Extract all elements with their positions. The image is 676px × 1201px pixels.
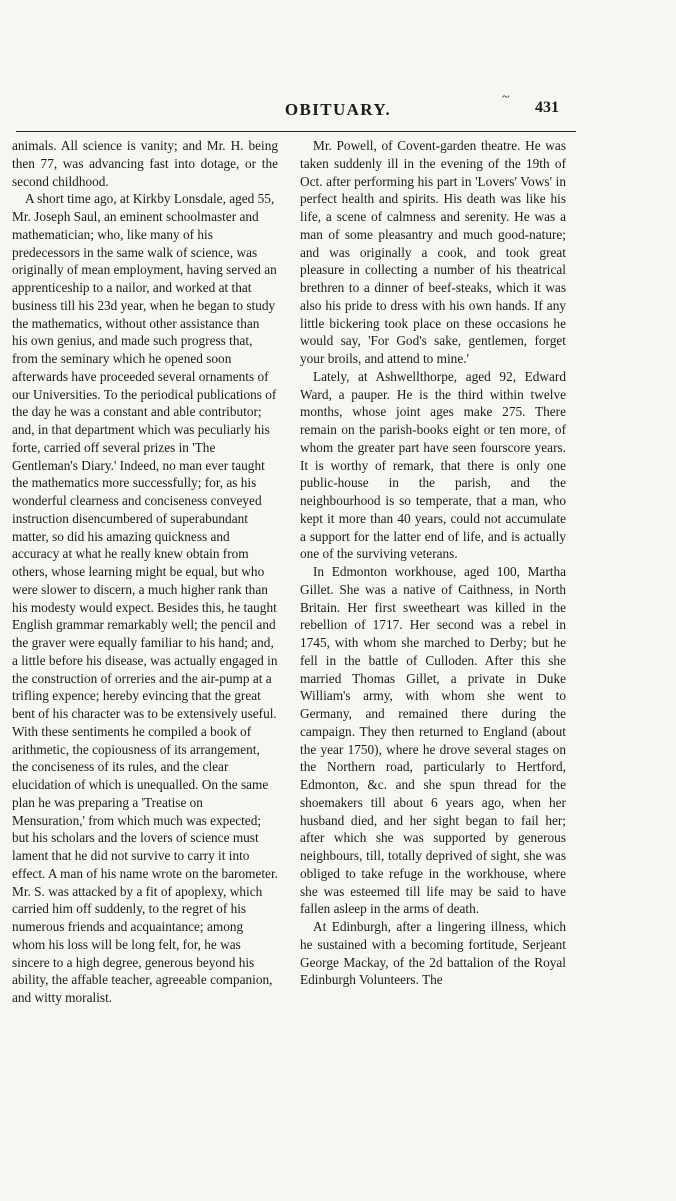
obituary-paragraph: Mr. Powell, of Covent-garden theatre. He was taken suddenly ill in the evening of the 19th of Oct. after performing his part in 'Lovers' Vows' in perfect health and spirits. His death was like his life, a scene of calmness and serenity. He was a man of some pleasantry and much good-nature; and was originally a cook, and took great pleasure in collecting a number of his theatrical brethren to a dinner of beef-steaks, which it was also his pride to dress with his own hands. If any little bickering took place on these occasions he would say, 'For God's sake, gentlemen, forget your broils, and attend to mine.' xyxy=(300,138,566,366)
obituary-paragraph: animals. All science is vanity; and Mr. H. being then 77, was advancing fast into dotage, or the second childhood. xyxy=(12,138,278,189)
section-title: OBITUARY. xyxy=(284,100,392,119)
right-column xyxy=(300,137,566,989)
obituary-paragraph: At Edinburgh, after a lingering illness, which he sustained with a becoming fortitude, Serjeant George Mackay, of the 2d battalion of the Royal Edinburgh Volunteers. The xyxy=(300,919,566,988)
running-header xyxy=(0,90,676,120)
obituary-paragraph: A short time ago, at Kirkby Lonsdale, aged 55, Mr. Joseph Saul, an eminent schoolmaster and mathematician; who, like many of his predecessors in the same walk of science, was originally of mean employment, having served an apprenticeship to a nailor, and worked at that business till his 23d year, when he began to study the mathematics, without other assistance than his own genius, and made such progress that, from the seminary which he opened soon afterwards have proceeded several ornaments of our Universities. To the periodical publications of the day he was a constant and able contributor; and, in that department which was peculiarly his forte, carried off several prizes in 'The Gentleman's Diary.' Indeed, no man ever taught the mathematics more successfully; for, as his wonderful clearness and conciseness conveyed instruction disencumbered of superabundant matter, so did his amazing quickness and accuracy at what he really knew obtain from others, whose learning might be equal, but who were slower to discern, a much higher rank than his modesty would expect. Besides this, he taught English grammar remarkably well; the pencil and the graver were equally familiar to his hand; and, a little before his disease, was actually engaged in the construction of orreries and the air-pump at a trifling expence; hereby evincing that the great bent of his character was to be extensively useful. With these sentiments he compiled a book of arithmetic, the copiousness of its arrangement, the conciseness of its rules, and the clear elucidation of which is unequalled. On the same plan he was preparing a 'Treatise on Mensuration,' from which much was expected; but his scholars and the lovers of science must lament that he did not survive to carry it into effect. A man of his name wrote on the barometer. Mr. S. was attacked by a fit of apoplexy, which carried him off suddenly, to the regret of his numerous friends and acquaintance; among whom his loss will be long felt, for, he was sincere to a high degree, generous beyond his ability, the affable teacher, agreeable companion, and witty moralist. xyxy=(12,191,278,1005)
obituary-paragraph: In Edmonton workhouse, aged 100, Martha Gillet. She was a native of Caithness, in North Britain. Her first sweetheart was killed in the rebellion of 1717. Her second was a rebel in 1745, with whom she marched to Derby; but he fell in the battle of Culloden. After this she married Thomas Gillet, a private in Duke William's army, with whom she went to Germany, and remained there during the campaign. They then returned to England (about the year 1750), where he drove several stages on the Northern road, particularly to Hertford, Edmonton, &c. and she spun thread for the shoemakers till about 6 years ago, when her husband died, and her sight began to fail her; after which she was supported by generous neighbours, till, totally deprived of sight, she was obliged to take refuge in the workhouse, where she was esteemed till life may be said to have fallen asleep in the arms of death. xyxy=(300,564,566,917)
left-column xyxy=(12,137,278,1007)
corner-mark: ~ xyxy=(502,90,510,105)
page-number: 431 xyxy=(535,99,559,116)
obituary-paragraph: Lately, at Ashwellthorpe, aged 92, Edward Ward, a pauper. He is the third within twelve months, whose joint ages make 275. There remain on the parish-books eight or ten more, of whom the greater part have seen fourscore years. It is worthy of remark, that there is only one public-house in the parish, and the neighbourhood is so temperate, that a man, who kept it more than 40 years, could not accumulate a support for the latter end of life, and is actually one of the surviving veterans. xyxy=(300,368,566,562)
header-rule xyxy=(16,131,576,132)
